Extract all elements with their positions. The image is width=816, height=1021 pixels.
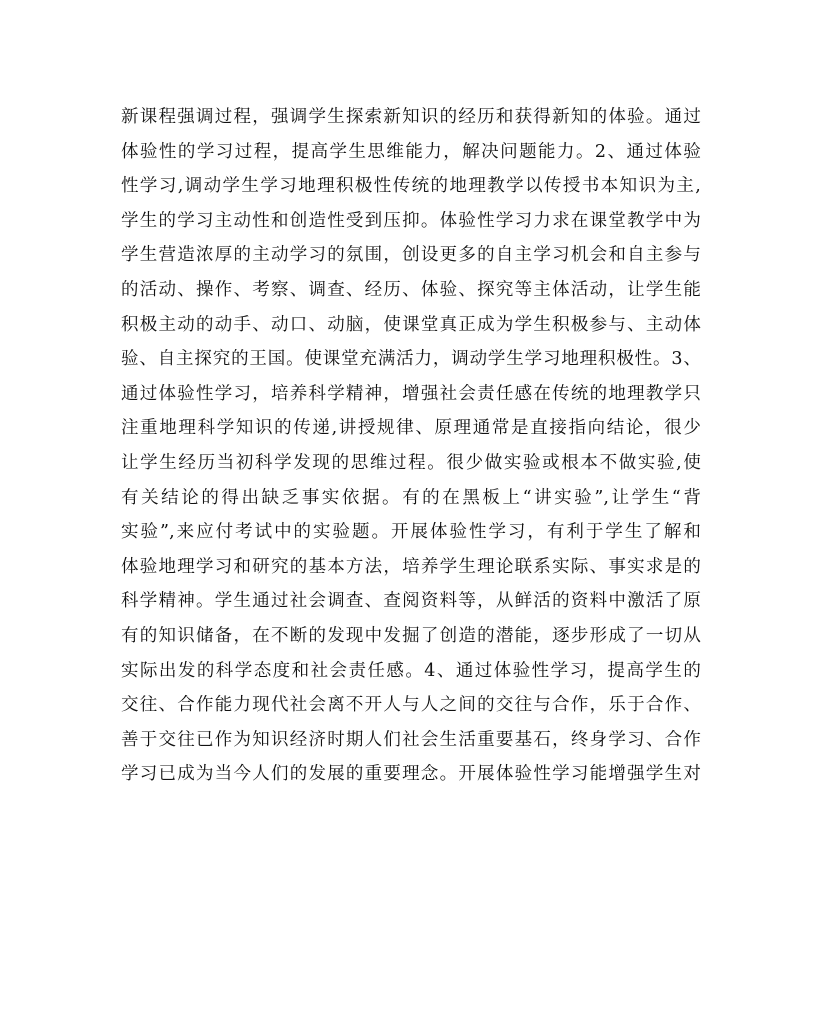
text-line: 学习已成为当今人们的发展的重要理念。开展体验性学习能增强学生对 [121,764,701,785]
text-line: 学生的学习主动性和创造性受到压抑。体验性学习力求在课堂教学中为 [121,210,701,231]
body-text [121,100,701,792]
text-line: 新课程强调过程，强调学生探索新知识的经历和获得新知的体验。通过 [121,107,701,127]
text-line: 通过体验性学习，培养科学精神，增强社会责任感在传统的地理教学只 [121,383,701,404]
text-line: 验、自主探究的王国。使课堂充满活力，调动学生学习地理积极性。3、 [121,349,701,370]
text-line: 交往、合作能力现代社会离不开人与人之间的交往与合作，乐于合作、 [121,695,701,716]
text-line: 注重地理科学知识的传递,讲授规律、原理通常是直接指向结论，很少 [121,418,701,439]
text-line: 体验地理学习和研究的基本方法，培养学生理论联系实际、事实求是的 [121,556,701,577]
text-line: 科学精神。学生通过社会调查、查阅资料等，从鲜活的资料中激活了原 [121,591,701,612]
text-line: 学生营造浓厚的主动学习的氛围，创设更多的自主学习机会和自主参与 [121,245,701,266]
text-line: 性学习,调动学生学习地理积极性传统的地理教学以传授书本知识为主, [121,176,701,197]
text-line: 有的知识储备，在不断的发现中发掘了创造的潜能，逐步形成了一切从 [121,625,701,646]
text-line: 积极主动的动手、动口、动脑，使课堂真正成为学生积极参与、主动体 [121,314,701,335]
text-line: 实验”,来应付考试中的实验题。开展体验性学习，有利于学生了解和 [121,522,701,543]
text-line: 让学生经历当初科学发现的思维过程。很少做实验或根本不做实验,使 [121,452,701,473]
text-line: 善于交往已作为知识经济时期人们社会生活重要基石，终身学习、合作 [121,729,701,750]
text-line: 的活动、操作、考察、调查、经历、体验、探究等主体活动，让学生能 [121,279,701,300]
text-line: 有关结论的得出缺乏事实依据。有的在黑板上“讲实验”,让学生“背 [121,487,701,508]
text-line: 体验性的学习过程，提高学生思维能力，解决问题能力。2、通过体验 [121,141,701,162]
text-line: 实际出发的科学态度和社会责任感。4、通过体验性学习，提高学生的 [121,660,701,681]
